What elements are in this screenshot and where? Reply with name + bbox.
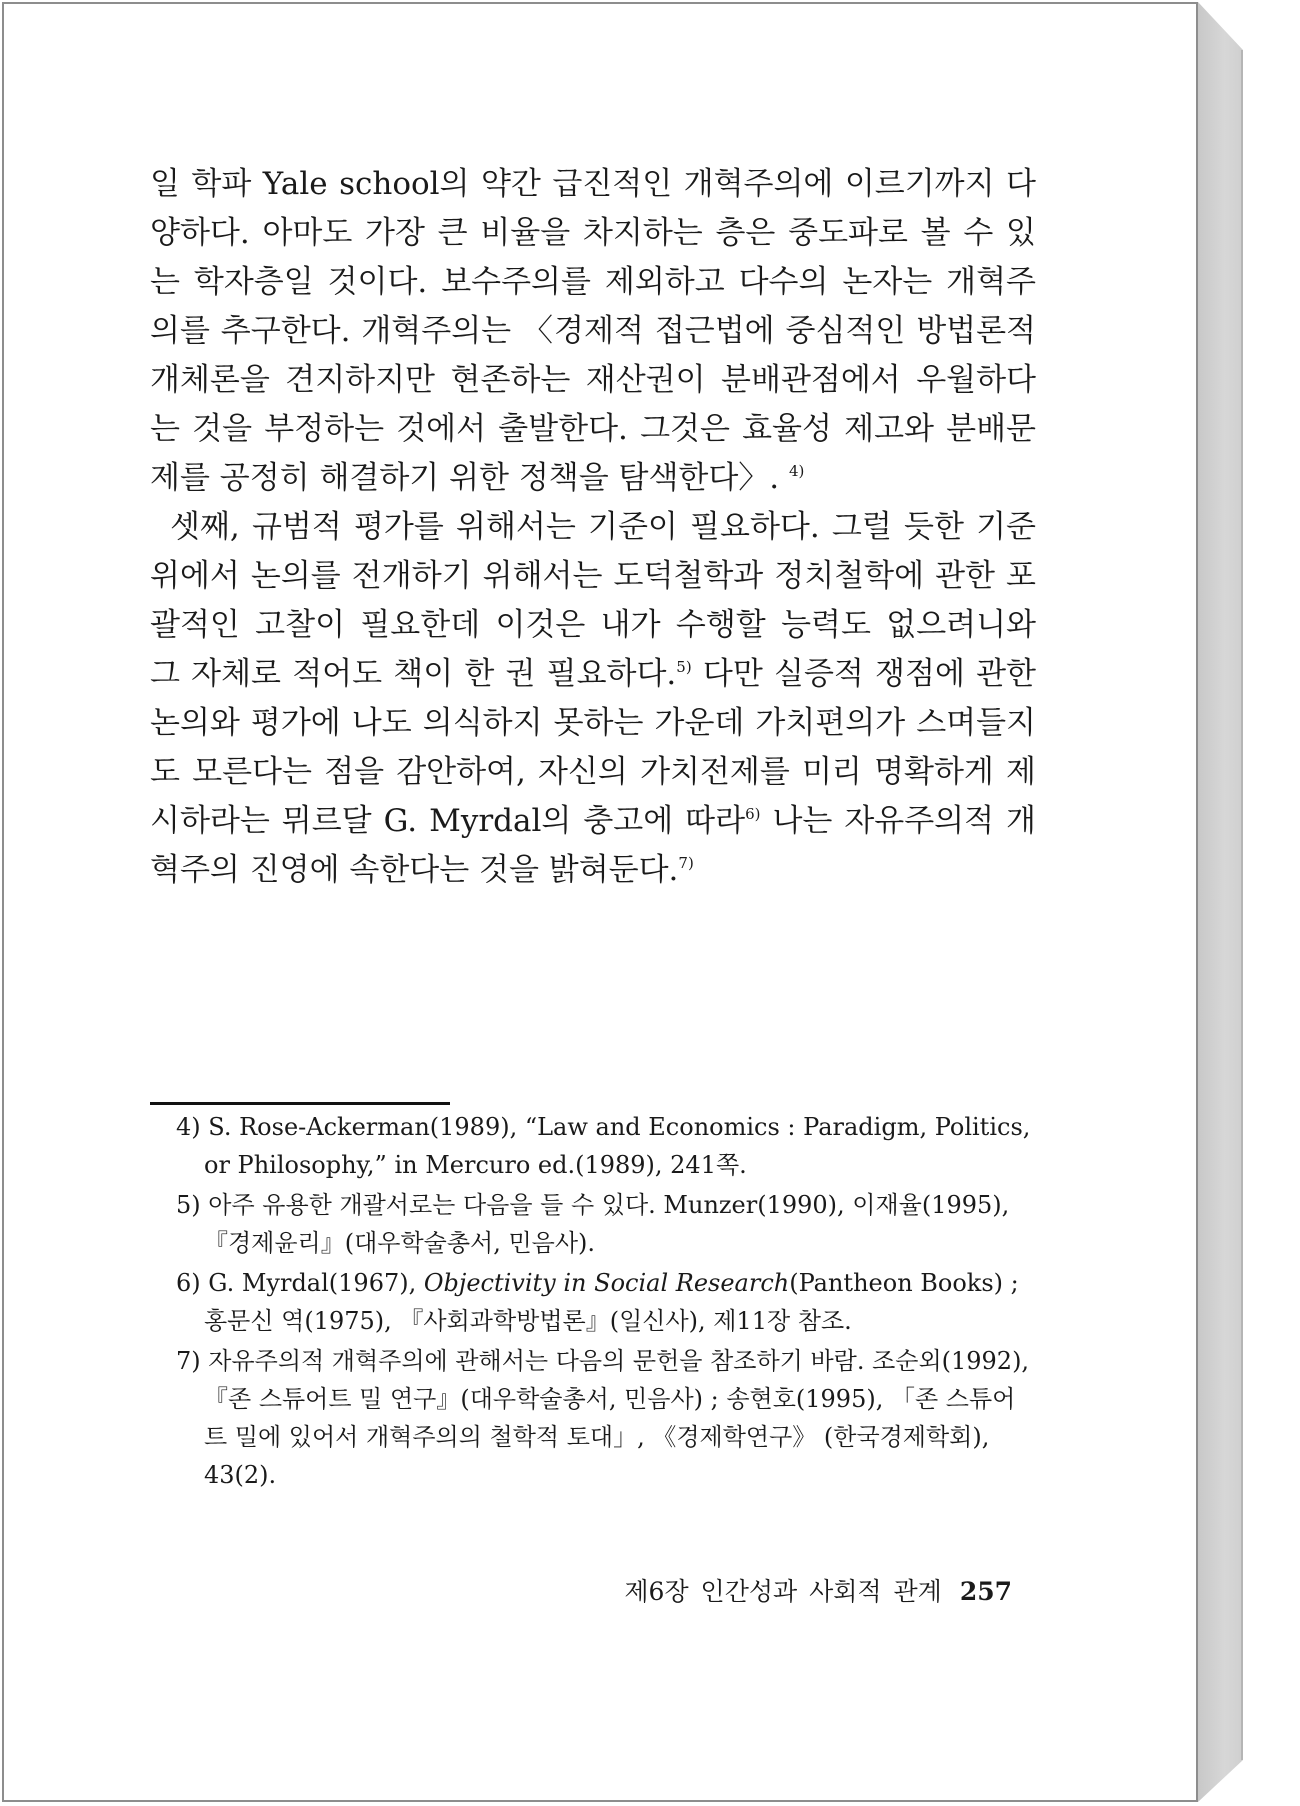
paragraph-2-text-c: 나는 자유주의적 개혁주의 진영에 속한다는 것을 밝혀둔다. [150, 803, 1036, 888]
footnote-ref-4: 4) [789, 462, 805, 480]
footnote-6-title: Objectivity in Social Research [423, 1269, 790, 1297]
paragraph-1-text: 일 학파 Yale school의 약간 급진적인 개혁주의에 이르기까지 다양하다. 아마도 가장 큰 비율을 차지하는 층은 중도파로 볼 수 있는 학자층일 것이다. 보수주의를 제외하고 다수의 논자는 개혁주의를 추구한다. 개혁주의는 〈경제적 접근법에 중심적인 방법론적 개체론을 견지하지만 현존하는 재산권이 분배관점에서 우월하다는 것을 부정하는 것에서 출발한다. 그것은 효율성 제고와 분배문제를 공정히 해결하기 위한 정책을 탐색한다〉. [150, 166, 1036, 496]
footnote-ref-6: 6) [745, 805, 761, 823]
paragraph-1 [150, 160, 1036, 503]
running-footer [600, 1572, 1012, 1608]
footnote-6-suffix: (Pantheon Books) ; 홍문신 역(1975), 『사회과학방법론』(일신사), 제11장 참조. [204, 1269, 1019, 1335]
page-number: 257 [959, 1577, 1012, 1606]
paragraph-2-text-b: 다만 실증적 쟁점에 관한 논의와 평가에 나도 의식하지 못하는 가운데 가치편의가 스며들지도 모른다는 점을 감안하여, 자신의 가치전제를 미리 명확하게 제시하라는 뮈르달 G. Myrdal의 충고에 따라 [150, 656, 1036, 839]
footnote-6-prefix: 6) G. Myrdal(1967), [176, 1269, 424, 1297]
footnote-6 [176, 1264, 1038, 1340]
book-edge [1198, 2, 1243, 1802]
footnote-5: 5) 아주 유용한 개괄서로는 다음을 들 수 있다. Munzer(1990), 이재율(1995), 『경제윤리』(대우학술총서, 민음사). [176, 1191, 1010, 1257]
footnote-ref-5: 5) [676, 658, 692, 676]
footnote-rule [150, 1102, 450, 1105]
footnote-7: 7) 자유주의적 개혁주의에 관해서는 다음의 문헌을 참조하기 바람. 조순외(1992), 『존 스튜어트 밀 연구』(대우학술총서, 민음사) ; 송현호(1995), 「존 스튜어트 밀에 있어서 개혁주의의 철학적 토대」, 《경제학연구》 (한국경제학회), 43(2). [176, 1347, 1030, 1489]
footnote-ref-7: 7) [678, 854, 694, 872]
paragraph-2 [150, 503, 1036, 895]
body-text [150, 160, 1036, 895]
footnotes [176, 1108, 1038, 1496]
chapter-title: 제6장 인간성과 사회적 관계 [624, 1577, 942, 1606]
paragraph-2-text-a: 셋째, 규범적 평가를 위해서는 기준이 필요하다. 그럴 듯한 기준 위에서 논의를 전개하기 위해서는 도덕철학과 정치철학에 관한 포괄적인 고찰이 필요한데 이것은 내가 수행할 능력도 없으려니와 그 자체로 적어도 책이 한 권 필요하다. [150, 509, 1036, 692]
footnote-4: 4) S. Rose-Ackerman(1989), “Law and Economics : Paradigm, Politics, or Philosophy,” in Mercuro ed.(1989), 241쪽. [176, 1113, 1031, 1179]
book-edge-line [1241, 50, 1243, 1760]
